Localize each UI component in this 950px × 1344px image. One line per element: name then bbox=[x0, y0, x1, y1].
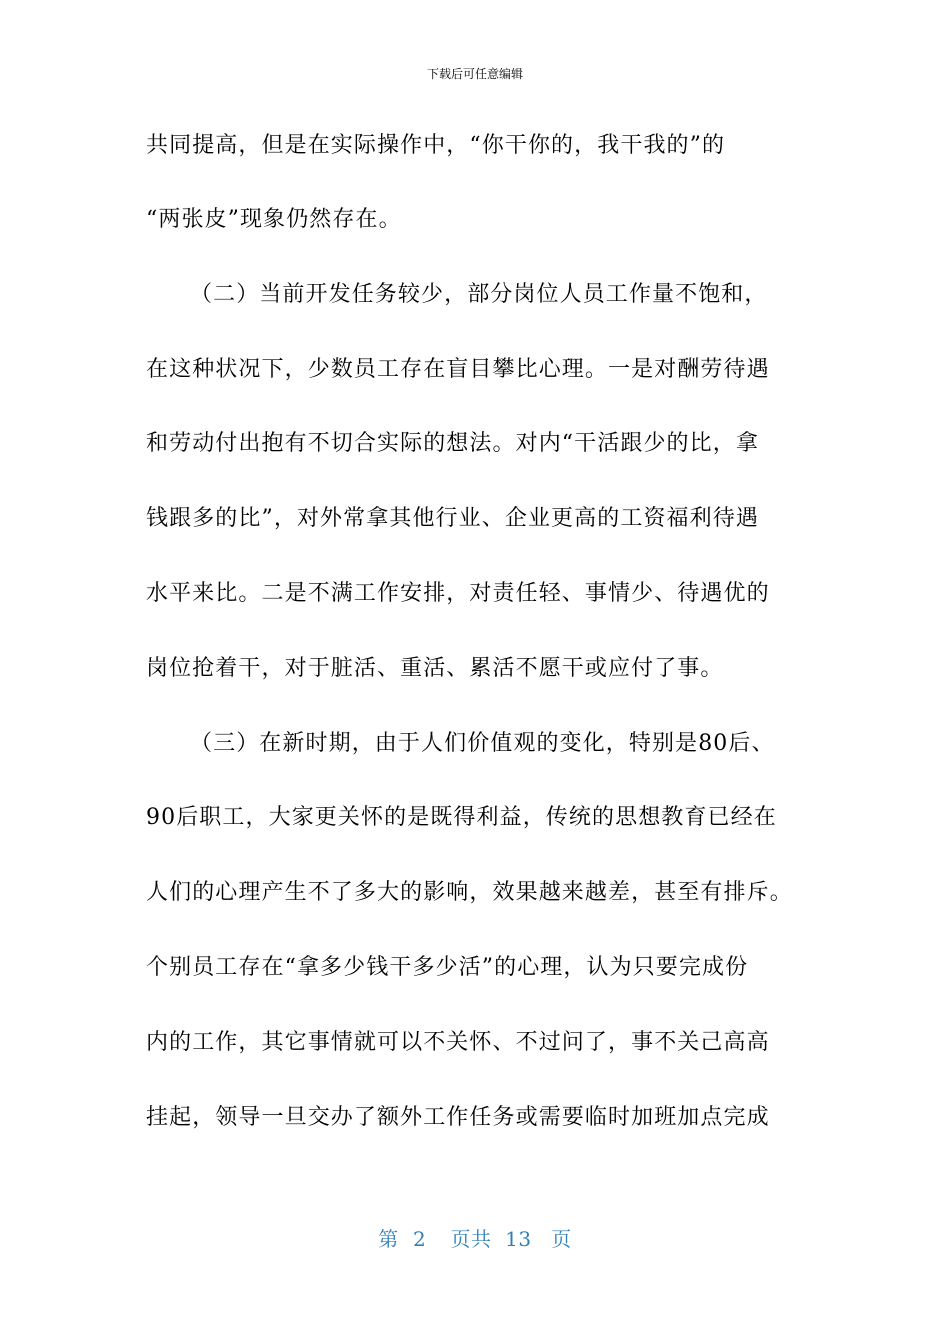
body-line-7: 水平来比。二是不满工作安排，对责任轻、事情少、待遇优的 bbox=[146, 581, 770, 606]
body-line-12: 个别员工存在“拿多少钱干多少活”的心理，认为只要完成份 bbox=[146, 955, 749, 980]
footer-current-page: 2 bbox=[413, 1227, 427, 1251]
body-line-2: “两张皮”现象仍然存在。 bbox=[146, 207, 402, 232]
body-line-10: 90后职工，大家更关怀的是既得利益，传统的思想教育已经在 bbox=[146, 805, 777, 830]
body-line-9-paragraph-start: （三）在新时期，由于人们价值观的变化，特别是80后、 bbox=[190, 731, 775, 756]
body-line-8: 岗位抢着干，对于脏活、重活、累活不愿干或应付了事。 bbox=[146, 656, 724, 681]
footer-middle: 页共 bbox=[450, 1227, 492, 1251]
body-line-13: 内的工作，其它事情就可以不关怀、不过问了，事不关己高高 bbox=[146, 1030, 770, 1055]
body-line-11: 人们的心理产生不了多大的影响，效果越来越差，甚至有排斥。 bbox=[146, 880, 793, 905]
body-line-6: 钱跟多的比”，对外常拿其他行业、企业更高的工资福利待遇 bbox=[146, 506, 759, 531]
page-footer bbox=[0, 1226, 950, 1252]
body-line-4: 在这种状况下，少数员工存在盲目攀比心理。一是对酬劳待遇 bbox=[146, 357, 770, 382]
page-header: 下载后可任意编辑 bbox=[426, 67, 523, 81]
footer-suffix: 页 bbox=[551, 1227, 572, 1251]
footer-total-pages: 13 bbox=[505, 1227, 532, 1251]
body-line-3-paragraph-start: （二）当前开发任务较少，部分岗位人员工作量不饱和， bbox=[190, 282, 768, 307]
footer-prefix: 第 bbox=[378, 1227, 399, 1251]
body-line-14: 挂起，领导一旦交办了额外工作任务或需要临时加班加点完成 bbox=[146, 1105, 770, 1130]
body-line-1: 共同提高，但是在实际操作中，“你干你的，我干我的”的 bbox=[146, 133, 726, 158]
body-line-5: 和劳动付出抱有不切合实际的想法。对内“干活跟少的比，拿 bbox=[146, 431, 759, 456]
